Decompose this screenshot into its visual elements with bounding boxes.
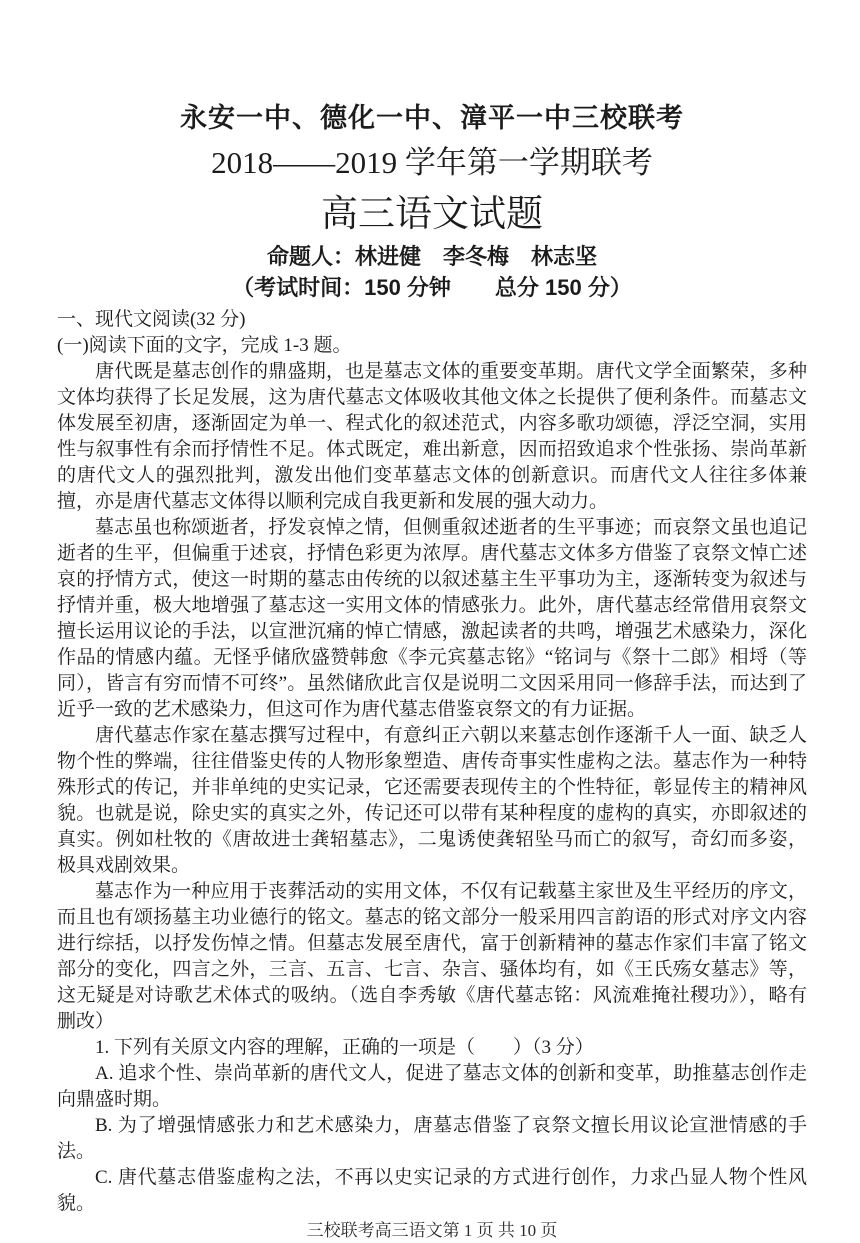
term-title: 2018——2019 学年第一学期联考 bbox=[211, 145, 653, 180]
passage-paragraph-3: 唐代墓志作家在墓志撰写过程中，有意纠正六朝以来墓志创作逐渐千人一面、缺乏人物个性的弊端，往往借鉴史传的人物形象塑造、唐传奇事实性虚构之法。墓志作为一种特殊形式的传记，并非单纯的史实记录，它还需要表现传主的个性特征，彰显传主的精神风貌。也就是说，除史实的真实之外，传记还可以带有某种程度的虚构的真实，亦即叙述的真实。例如杜牧的《唐故进士龚轺墓志》，二鬼诱使龚轺坠马而亡的叙写，奇幻而多姿，极具戏剧效果。 bbox=[57, 725, 807, 876]
question-1-stem: 1. 下列有关原文内容的理解，正确的一项是（ ）（3 分） bbox=[95, 1037, 594, 1058]
passage-paragraph-4: 墓志作为一种应用于丧葬活动的实用文体，不仅有记载墓主家世及生平经历的序文，而且也有颂扬墓主功业德行的铭文。墓志的铭文部分一般采用四言韵语的形式对序文内容进行综括，以抒发伤悼之情。但墓志发展至唐代，富于创新精神的墓志作家们丰富了铭文部分的变化，四言之外，三言、五言、七言、杂言、骚体均有，如《王氏殇女墓志》等，这无疑是对诗歌艺术体式的吸纳。（选自李秀敏《唐代墓志铭：风流难掩社稷功》），略有删改） bbox=[57, 881, 807, 1032]
question-1-option-a: A. 追求个性、崇尚革新的唐代文人，促进了墓志文体的创新和变革，助推墓志创作走向鼎盛时期。 bbox=[57, 1063, 807, 1110]
exam-header bbox=[57, 100, 807, 303]
question-1-option-b: B. 为了增强情感张力和艺术感染力，唐墓志借鉴了哀祭文擅长用议论宣泄情感的手法。 bbox=[57, 1115, 807, 1162]
school-names-title: 永安一中、德化一中、漳平一中三校联考 bbox=[180, 103, 684, 133]
exam-body bbox=[57, 307, 807, 1217]
passage-paragraph-2: 墓志虽也称颂逝者，抒发哀悼之情，但侧重叙述逝者的生平事迹；而哀祭文虽也追记逝者的生平，但偏重于述哀，抒情色彩更为浓厚。唐代墓志文体多方借鉴了哀祭文悼亡述哀的抒情方式，使这一时期的墓志由传统的以叙述墓主生平事功为主，逐渐转变为叙述与抒情并重，极大地增强了墓志这一实用文体的情感张力。此外，唐代墓志经常借用哀祭文擅长运用议论的手法，以宣泄沉痛的悼亡情感，激起读者的共鸣，增强艺术感染力，深化作品的情感内蕴。无怪乎储欣盛赞韩愈《李元宾墓志铭》“铭词与《祭十二郎》相埒（等同），皆言有穷而情不可终”。虽然储欣此言仅是说明二文因采用同一修辞手法，而达到了近乎一致的艺术感染力，但这可作为唐代墓志借鉴哀祭文的有力证据。 bbox=[57, 517, 807, 720]
question-1-option-c: C. 唐代墓志借鉴虚构之法，不再以史实记录的方式进行创作，力求凸显人物个性风貌。 bbox=[57, 1167, 807, 1214]
passage-paragraph-1: 唐代既是墓志创作的鼎盛期，也是墓志文体的重要变革期。唐代文学全面繁荣，多种文体均获得了长足发展，这为唐代墓志文体吸收其他文体之长提供了便利条件。而墓志文体发展至初唐，逐渐固定为单一、程式化的叙述范式，内容多歌功颂德，浮泛空洞，实用性与叙事性有余而抒情性不足。体式既定，难出新意，因而招致追求个性张扬、崇尚革新的唐代文人的强烈批判，激发出他们变革墓志文体的创新意识。而唐代文人往往多体兼擅，亦是唐代墓志文体得以顺利完成自我更新和发展的强大动力。 bbox=[57, 361, 807, 512]
exam-title: 高三语文试题 bbox=[321, 194, 543, 235]
exam-authors: 命题人：林进健 李冬梅 林志坚 bbox=[266, 244, 597, 269]
section-heading: 一、现代文阅读(32 分) bbox=[57, 309, 246, 330]
section-subheading: (一)阅读下面的文字，完成 1-3 题。 bbox=[57, 335, 352, 356]
exam-time-score-info: （考试时间：150 分钟 总分 150 分） bbox=[232, 275, 632, 300]
page-footer: 三校联考高三语文第 1 页 共 10 页 bbox=[306, 1221, 558, 1240]
